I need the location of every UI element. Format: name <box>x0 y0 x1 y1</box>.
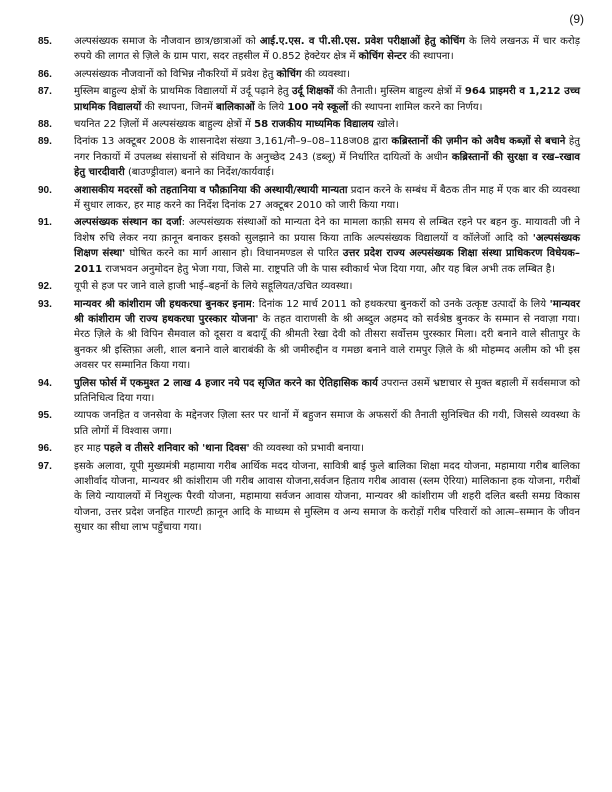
bold-phrase: कब्रिस्तानों की ज़मीन को अवैध कब्ज़ों से बचाने <box>391 136 566 148</box>
list-item <box>38 441 580 456</box>
item-text <box>74 117 580 132</box>
bold-phrase: 964 प्राइमरी व 1,212 उच्च प्राथमिक विद्यालयों <box>74 86 580 113</box>
text-run: खोले। <box>373 119 399 131</box>
item-text <box>74 67 580 82</box>
item-number: 88. <box>38 119 52 131</box>
item-text <box>74 34 580 65</box>
item-text <box>74 459 580 536</box>
item-text <box>74 441 580 456</box>
item-number: 92. <box>38 281 52 293</box>
page-number: (9) <box>569 12 584 26</box>
list-item <box>38 408 580 439</box>
text-run: हर माह <box>74 443 104 455</box>
item-number: 86. <box>38 68 52 80</box>
bold-phrase: आई.ए.एस. व पी.सी.एस. प्रवेश परीक्षाओं हेतु कोचिंग <box>259 36 465 47</box>
bold-phrase: 58 राजकीय माध्यमिक विद्यालय <box>254 119 374 131</box>
item-number: 85. <box>38 36 52 47</box>
item-text <box>74 134 580 180</box>
item-number: 91. <box>38 217 52 229</box>
text-run: दिनांक 13 अक्टूबर 2008 के शासनादेश संख्या 3,161/नौ–9–08–118ज08 द्वारा <box>74 136 392 148</box>
text-run: उपरान्त उसमें भ्रष्टाचार से मुक्त बहाली में सर्वसमाज को प्रतिनिधित्व दिया गया। <box>74 377 580 404</box>
text-run: घोषित करने का मार्ग आसान हो। विधानमण्डल से पारित <box>125 248 343 260</box>
item-text <box>74 297 580 374</box>
bold-phrase: मान्यवर श्री कांशीराम जी हथकरघा बुनकर इनाम <box>74 298 252 310</box>
item-number: 96. <box>38 443 52 455</box>
text-run: यूपी से हज पर जाने वाले हाजी भाई–बहनों के लिये सहूलियत/उचित व्यवस्था। <box>74 281 353 293</box>
bold-phrase: अल्पसंख्यक संस्थान का दर्जा <box>74 217 182 229</box>
text-run: की व्यवस्था। <box>301 68 350 80</box>
list-item <box>38 215 580 277</box>
text-run: की व्यवस्था को प्रभावी बनाया। <box>249 443 364 455</box>
bold-phrase: 'अल्पसंख्यक शिक्षण संस्था' <box>74 232 580 260</box>
item-number: 90. <box>38 184 52 196</box>
list-item <box>38 34 580 65</box>
text-run: की स्थापना, जिनमें <box>141 101 217 113</box>
text-run: प्रदान करने के सम्बंध में बैठक तीन माह में एक बार की व्यवस्था में सुधार लाकर, हर माह करने का निर्देश दिनांक 27 अक्टूबर 2010 को जारी किया गया। <box>74 184 581 212</box>
list-item <box>38 134 580 180</box>
text-run: व्यापक जनहित व जनसेवा के मद्देनजर ज़िला स्तर पर थानों में बहुजन समाज के अफसरों की तैनाती सुनिश्चित की गयी, जिससे व्यवस्था के प्रति लोगों में विश्वास जगा। <box>74 410 580 437</box>
text-run: : अल्पसंख्यक संस्थाओं को मान्यता देने का मामला काफ़ी समय से लम्बित रहने पर बहन कु. मायावती जी ने विशेष रुचि लेकर नया क़ानून बनाकर इसको सुलझाने का प्रयास किया ताकि अल्पसंख्यक विद्यालयों व कॉलेजों आदि को <box>74 217 581 244</box>
bold-phrase: पहले व तीसरे शनिवार को 'थाना दिवस' <box>103 443 250 455</box>
text-run: की स्थापना। <box>406 51 454 63</box>
item-number: 93. <box>38 298 52 310</box>
list-item <box>38 459 580 536</box>
text-run: अल्पसंख्यक समाज के नौजवान छात्र/छात्राओं को <box>74 36 260 47</box>
item-text <box>74 84 580 115</box>
text-run: (बाउण्ड्रीवाल) बनाने का निर्देश/कार्यवाई। <box>124 167 275 179</box>
text-run: की तैनाती। मुस्लिम बाहुल्य क्षेत्रों में <box>333 86 465 98</box>
text-run: अल्पसंख्यक नौजवानों को विभिन्न नौकरियों में प्रवेश हेतु <box>74 68 277 80</box>
text-run: चयनित 22 ज़िलों में अल्पसंख्यक बाहुल्य क्षेत्रों में <box>74 119 255 131</box>
text-run: के तहत वाराणसी के श्री अब्दुल अहमद को सर्वश्रेष्ठ बुनकर के सम्मान से नवाज़ा गया। मेरठ ज़िले के श्री विपिन सैमवाल को दूसरा व बदायूँ की श्रीमती रेखा देवी को तीसरा सर्वोत्तम पुरस्कार मिला। दरी बनाने वाले सीतापुर के बुनकर श्री इस्तिफ़ा अली, शाल बनाने वाले बाराबंकी के श्री जमीरुद्दीन व गमछा बनाने वाले रामपुर ज़िले के श्री मोहम्मद अलीम को भी इस अवसर पर सम्मानित किया गया। <box>74 313 580 372</box>
item-number: 89. <box>38 136 52 148</box>
text-run: राजभवन अनुमोदन हेतु भेजा गया, जिसे मा. राष्ट्रपति जी के पास स्वीकार्थ भेज दिया गया, और यह बिल अभी तक लम्बित है। <box>102 263 555 275</box>
bold-phrase: पुलिस फोर्स में एकमुश्त 2 लाख 4 हजार नये पद सृजित करने का ऐतिहासिक कार्य <box>74 377 378 389</box>
text-run: मुस्लिम बाहुल्य क्षेत्रों के प्राथमिक विद्यालयों में उर्दू पढ़ाने हेतु <box>74 86 292 98</box>
text-run: हेतु नगर निकायों में उपलब्ध संसाधनों से संविधान के अनुच्छेद 243 (डब्लू) में निर्धारित दायित्वों के अधीन <box>74 136 580 163</box>
item-text <box>74 215 580 277</box>
bold-phrase: उत्तर प्रदेश राज्य अल्पसंख्यक शिक्षा संस्था प्राधिकरण विधेयक–2011 <box>74 248 580 275</box>
item-number: 95. <box>38 410 52 422</box>
bold-phrase: कोचिंग सेन्टर <box>358 51 407 63</box>
bold-phrase: उर्दू शिक्षकों <box>291 86 334 98</box>
item-text <box>74 376 580 407</box>
list-item <box>38 183 580 214</box>
bold-phrase: बालिकाओं <box>216 101 255 113</box>
list-item <box>38 297 580 374</box>
text-run: : दिनांक 12 मार्च 2011 को हथकरघा बुनकरों को उनके उत्कृष्ट उत्पादों के लिये <box>251 298 550 310</box>
list-item <box>38 279 580 294</box>
bold-phrase: 100 नये स्कूलों <box>287 101 349 113</box>
item-number: 94. <box>38 377 52 389</box>
item-number: 97. <box>38 460 52 472</box>
text-run: के लिये <box>254 101 288 113</box>
list-item <box>38 67 580 82</box>
bold-phrase: कोचिंग <box>276 68 302 80</box>
list-item <box>38 117 580 132</box>
item-text <box>74 408 580 439</box>
text-run: की स्थापना शामिल करने का निर्णय। <box>348 101 483 113</box>
numbered-list <box>38 34 580 538</box>
text-run: इसके अलावा, यूपी मुख्यमंत्री महामाया गरीब आर्थिक मदद योजना, सावित्री बाई फुले बालिका शिक्षा मदद योजना, महामाया गरीब बालिका आशीर्वाद योजना, मान्यवर श्री कांशीराम जी गरीब आवास योजना,सर्वजन हिताय गरीब आवास (स्लम ऐरिया) मालिकाना हक योजना, गरीबों के लिये न्यायालयों में निशुल्क पैरवी योजना, महामाया सर्वजन आवास योजना, मान्यवर श्री कांशीराम जी शहरी दलित बस्ती समग्र विकास योजना, उत्तर प्रदेश जनहित गारण्टी क़ानून आदि के माध्यम से मुस्लिम व अन्य समाज के करोड़ों गरीब परिवारों को आत्म–सम्मान के जीवन सुधार का सीधा लाभ पहुँचाया गया। <box>74 460 580 534</box>
item-text <box>74 279 580 294</box>
bold-phrase: अशासकीय मदरसों को तहतानिया व फौक़ानिया की अस्थायी/स्थायी मान्यता <box>74 184 348 196</box>
item-text <box>74 183 580 214</box>
list-item <box>38 84 580 115</box>
bold-phrase: कब्रिस्तानों की सुरक्षा व रख–रखाव हेतु चारदीवारी <box>74 151 580 179</box>
item-number: 87. <box>38 86 52 98</box>
list-item <box>38 376 580 407</box>
bold-phrase: 'मान्यवर श्री कांशीराम जी राज्य हथकरघा पुरस्कार योजना' <box>74 298 580 325</box>
text-run: के लिये लखनऊ में चार करोड़ रुपये की लागत से ज़िले के ग्राम पारा, सदर तहसील में 0.852 हेक्टेयर क्षेत्र में <box>74 36 580 63</box>
